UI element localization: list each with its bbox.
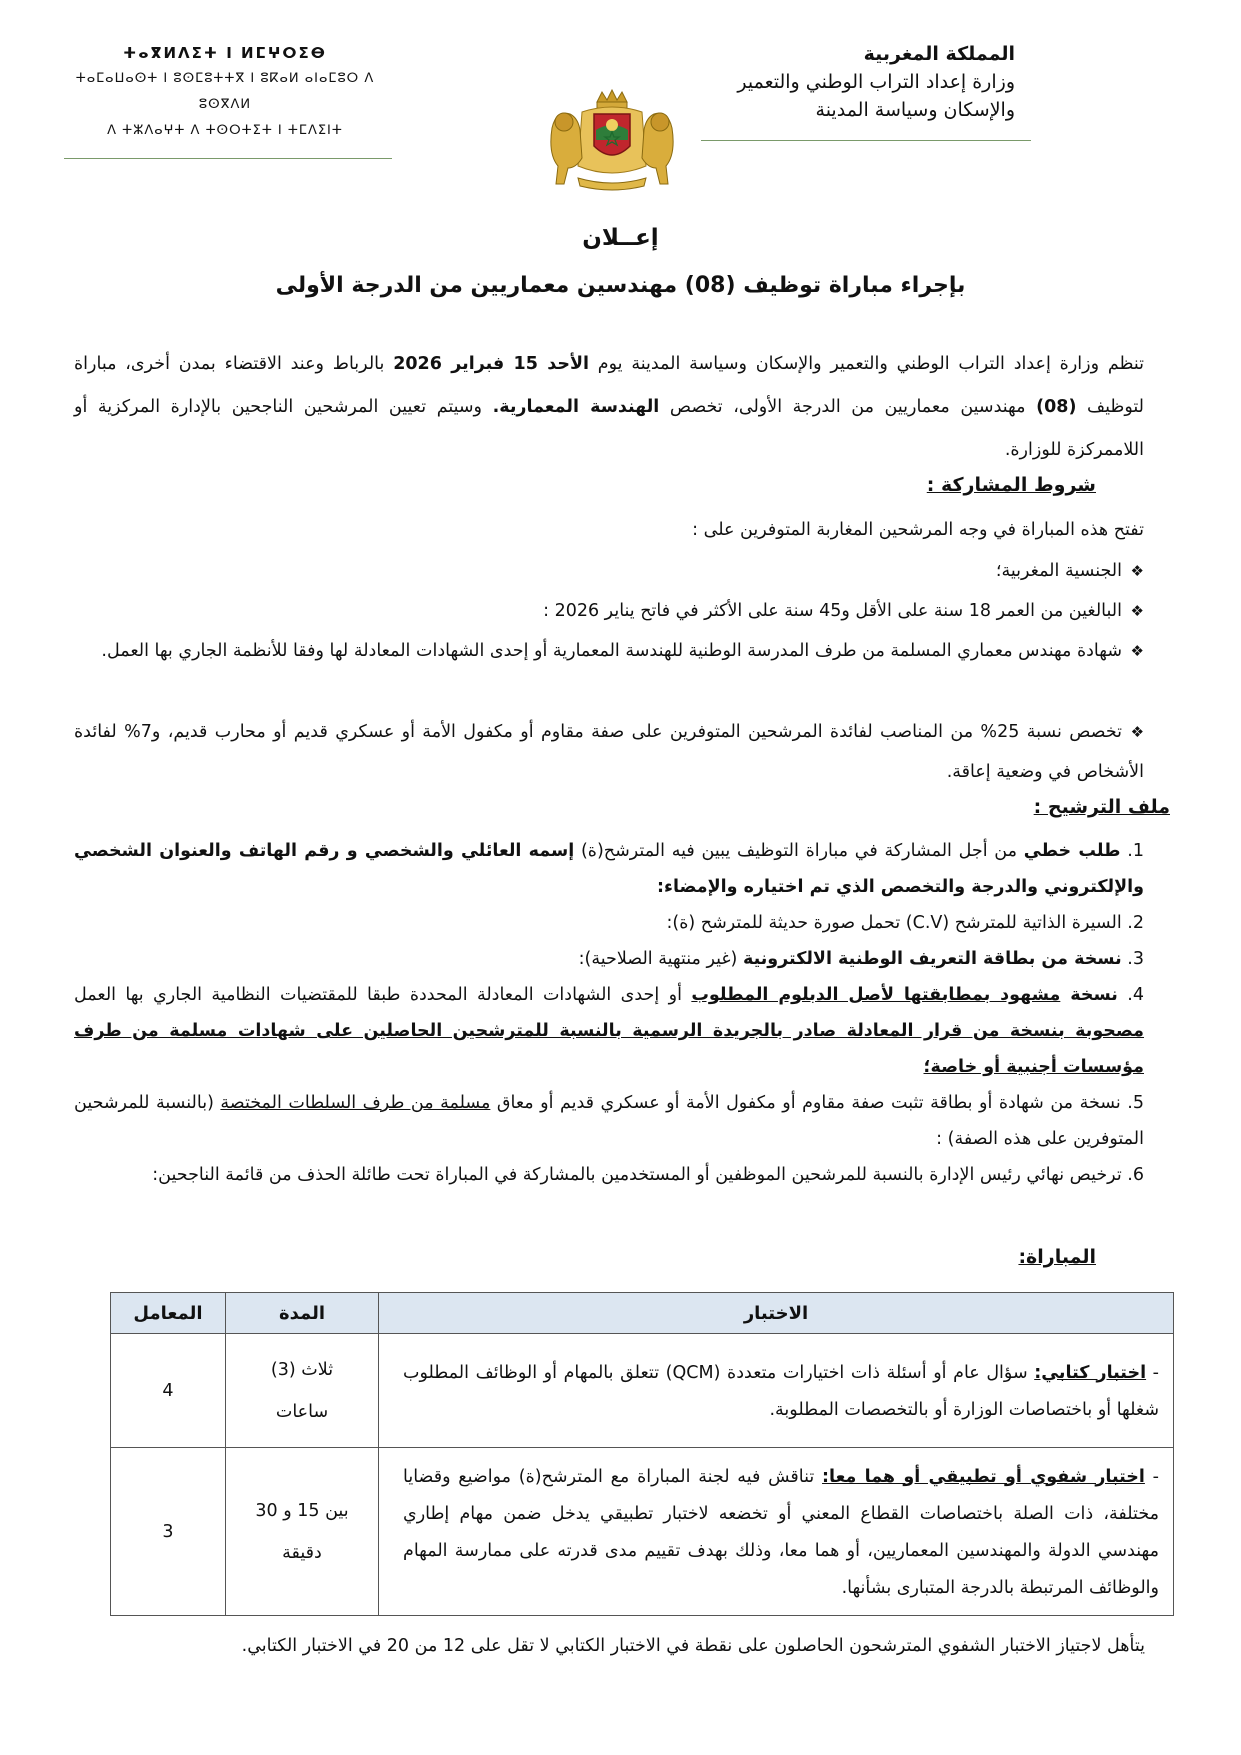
table-row <box>111 1448 1174 1616</box>
ministry-header-tifinagh <box>60 40 390 159</box>
ministry-name-tifinagh-line2: ⴷ ⵜⵣⴷⴰⵖⵜ ⴷ ⵜⵙⵔⵜⵉⵜ ⵏ ⵜⵎⴷⵉⵏⵜ <box>107 123 343 138</box>
kingdom-name-tifinagh: ⵜⴰⴳⵍⴷⵉⵜ ⵏ ⵍⵎⵖⵔⵉⴱ <box>123 44 327 62</box>
header-divider-right <box>701 140 1031 141</box>
column-header-duration: المدة <box>226 1293 379 1334</box>
diamond-bullet-icon: ❖ <box>1130 642 1144 660</box>
table-row <box>111 1334 1174 1448</box>
exam-heading: المباراة: <box>1018 1246 1096 1268</box>
dossier-item-6: 6. ترخيص نهائي رئيس الإدارة بالنسبة للمرشحين الموظفين أو المستخدمين بالمشاركة في المباراة تحت طائلة الحذف من قائمة الناجحين: <box>152 1165 1144 1185</box>
condition-item: ❖تخصص نسبة 25% من المناصب لفائدة المرشحين المتوفرين على صفة مقاوم أو مكفول الأمة أو عسكري قديم أو محارب قديم، و7% لفائدة الأشخاص في وضعية إعاقة. <box>74 712 1144 792</box>
ministry-name-line2: والإسكان وسياسة المدينة <box>815 99 1015 121</box>
intro-paragraph: تنظم وزارة إعداد التراب الوطني والتعمير والإسكان وسياسة المدينة يوم الأحد 15 فبراير 2026 بالرباط وعند الاقتضاء بمدن أخرى، مباراة لتوظيف (08) مهندسين معماريين من الدرجة الأولى، تخصص الهندسة المعمارية. وسيتم تعيين المرشحين الناجحين بالإدارة المركزية أو اللاممركزة للوزارة. <box>74 354 1145 460</box>
exam-description: - اختبار كتابي: سؤال عام أو أسئلة ذات اختيارات متعددة (QCM) تتعلق بالمهام أو الوظائف المطلوب شغلها أو باختصاصات الوزارة أو بالتخصصات المطلوبة. <box>379 1334 1174 1448</box>
dossier-item-1: 1. طلب خطي من أجل المشاركة في مباراة التوظيف يبين فيه المترشح(ة) إسمه العائلي والشخصي و رقم الهاتف والعنوان الشخصي والإلكتروني والدرجة والتخصص الذي تم اختياره والإمضاء: <box>74 841 1144 897</box>
table-header-row <box>111 1293 1174 1334</box>
header-divider-left <box>64 158 392 159</box>
condition-item: ❖البالغين من العمر 18 سنة على الأقل و45 سنة على الأكثر في فاتح يناير 2026 : <box>74 591 1144 631</box>
ministry-name-line1: وزارة إعداد التراب الوطني والتعمير <box>737 71 1015 93</box>
conditions-heading: شروط المشاركة : <box>926 474 1096 496</box>
ministry-header-arabic <box>695 40 1015 124</box>
exam-description: - اختبار شفوي أو تطبيقي أو هما معا: تناقش فيه لجنة المباراة مع المترشح(ة) مواضيع وقضايا مختلفة، ذات الصلة باختصاصات القطاع المعني أو تخضعه لاختبار تطبيقي يدخل ضمن مهام إطاري مهندسي الدولة والمهندسين المعماريين، أو هما معا، وذلك بهدف تقييم مدى قدرته على ممارسة المهام والوظائف المرتبطة بالدرجة المتبارى بشأنها. <box>379 1448 1174 1616</box>
condition-item: ❖شهادة مهندس معماري المسلمة من طرف المدرسة الوطنية للهندسة المعمارية أو إحدى الشهادات المعادلة لها وفقا للأنظمة الجاري بها العمل. <box>74 631 1144 671</box>
dossier-heading: ملف الترشيح : <box>1033 796 1170 818</box>
footer-note: يتأهل لاجتياز الاختبار الشفوي المترشحون الحاصلون على نقطة في الاختبار الكتابي لا تقل على 12 من 20 في الاختبار الكتابي. <box>241 1636 1145 1656</box>
dossier-item-2: 2. السيرة الذاتية للمترشح (C.V) تحمل صورة حديثة للمترشح (ة): <box>666 913 1144 933</box>
condition-item: ❖الجنسية المغربية؛ <box>74 551 1144 591</box>
column-header-coefficient: المعامل <box>111 1293 226 1334</box>
announcement-title: إعــلان <box>582 225 659 251</box>
column-header-test: الاختبار <box>379 1293 1174 1334</box>
exam-coefficient: 4 <box>111 1334 226 1448</box>
coat-of-arms-icon <box>542 88 682 193</box>
exam-table <box>110 1292 1174 1616</box>
announcement-subtitle: بإجراء مباراة توظيف (08) مهندسين معماريين من الدرجة الأولى <box>275 273 966 298</box>
conditions-lead: تفتح هذه المباراة في وجه المرشحين المغاربة المتوفرين على : <box>692 520 1144 540</box>
ministry-name-tifinagh-line1: ⵜⴰⵎⴰⵡⴰⵙⵜ ⵏ ⵓⵙⵎⵓⵜⵜⴳ ⵏ ⵓⴽⴰⵍ ⴰⵏⴰⵎⵓⵔ ⴷ ⵓⵙⴳⴷⵍ <box>75 71 375 112</box>
diamond-bullet-icon: ❖ <box>1130 602 1144 620</box>
exam-duration: ثلاث (3) ساعات <box>226 1334 379 1448</box>
dossier-item-3: 3. نسخة من بطاقة التعريف الوطنية الالكترونية (غير منتهية الصلاحية): <box>578 949 1144 969</box>
exam-coefficient: 3 <box>111 1448 226 1616</box>
diamond-bullet-icon: ❖ <box>1130 562 1144 580</box>
dossier-item-4: 4. نسخة مشهود بمطابقتها لأصل الدبلوم المطلوب أو إحدى الشهادات المعادلة المحددة طبقا للمقتضيات النظامية الجاري بها العمل مصحوبة بنسخة من قرار المعادلة صادر بالجريدة الرسمية بالنسبة للمترشحين الحاصلين على شهادات مسلمة من طرف مؤسسات أجنبية أو خاصة؛ <box>74 985 1144 1077</box>
diamond-bullet-icon: ❖ <box>1130 723 1145 741</box>
exam-duration: بين 15 و 30 دقيقة <box>226 1448 379 1616</box>
kingdom-name: المملكة المغربية <box>863 43 1015 65</box>
dossier-item-5: 5. نسخة من شهادة أو بطاقة تثبت صفة مقاوم أو مكفول الأمة أو عسكري قديم أو معاق مسلمة من طرف السلطات المختصة (بالنسبة للمرشحين المتوفرين على هذه الصفة) : <box>74 1093 1144 1149</box>
